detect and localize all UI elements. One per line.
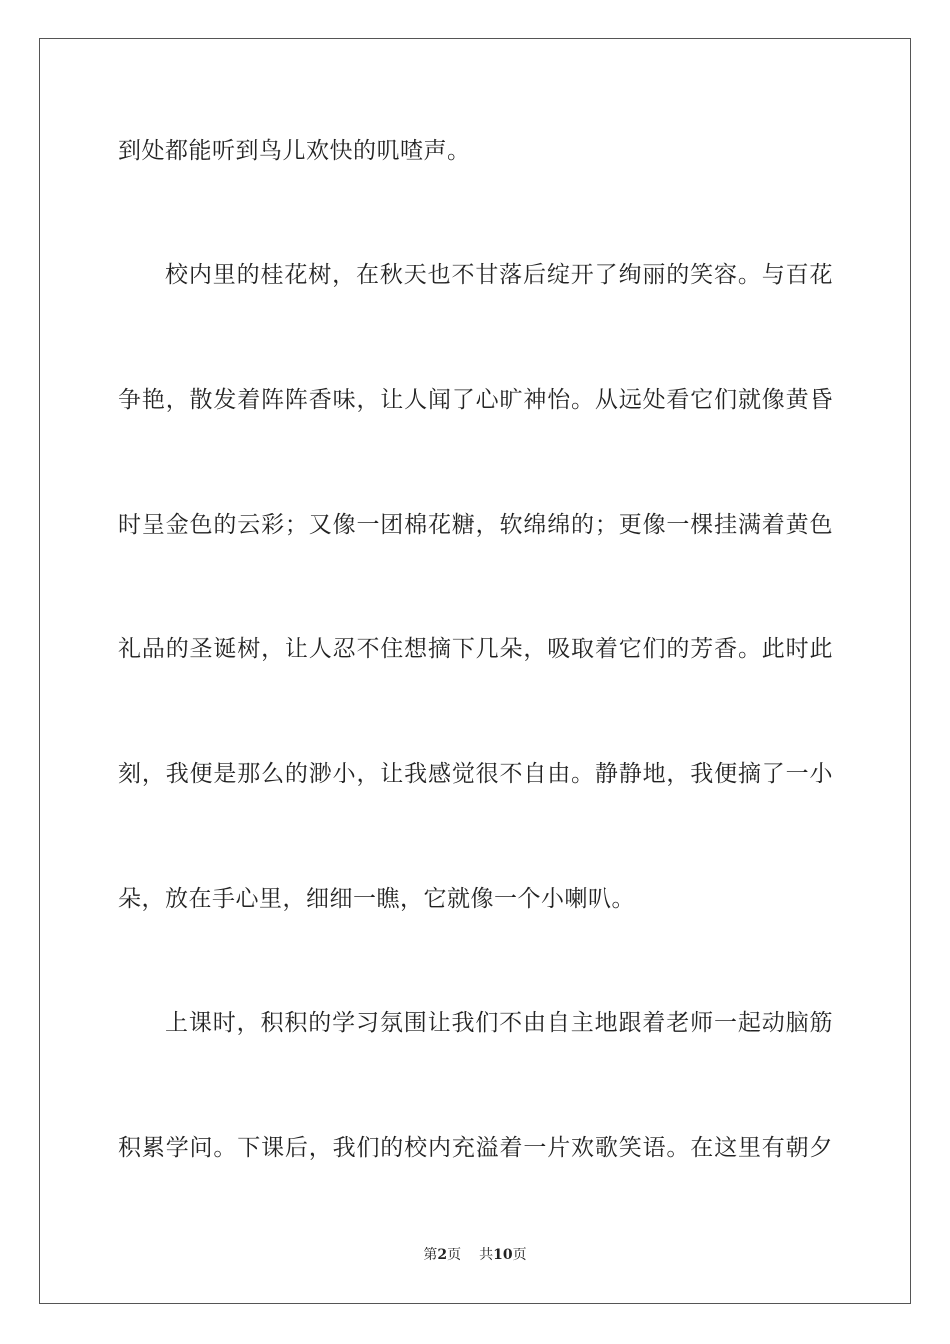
text-line-6: 刻，我便是那么的渺小，让我感觉很不自由。静静地，我便摘了一小: [118, 761, 833, 787]
text-line-7: 朵，放在手心里，细细一瞧，它就像一个小喇叭。: [118, 886, 635, 912]
text-line-5: 礼品的圣诞树，让人忍不住想摘下几朵，吸取着它们的芳香。此时此: [118, 636, 833, 662]
text-line-4: 时呈金色的云彩；又像一团棉花糖，软绵绵的；更像一棵挂满着黄色: [118, 512, 833, 538]
page-footer: [0, 1245, 950, 1265]
page-number-label: 第2页: [423, 1247, 462, 1263]
text-line-1: 到处都能听到鸟儿欢快的叽喳声。: [118, 138, 471, 164]
page-border: [39, 38, 911, 1304]
text-line-8: 上课时，积积的学习氛围让我们不由自主地跟着老师一起动脑筋: [165, 1010, 833, 1036]
total-pages-label: 共10页: [479, 1247, 527, 1263]
text-line-3: 争艳，散发着阵阵香味，让人闻了心旷神怡。从远处看它们就像黄昏: [118, 387, 833, 413]
text-line-9: 积累学问。下课后，我们的校内充溢着一片欢歌笑语。在这里有朝夕: [118, 1135, 833, 1161]
text-line-2: 校内里的桂花树，在秋天也不甘落后绽开了绚丽的笑容。与百花: [165, 262, 833, 288]
